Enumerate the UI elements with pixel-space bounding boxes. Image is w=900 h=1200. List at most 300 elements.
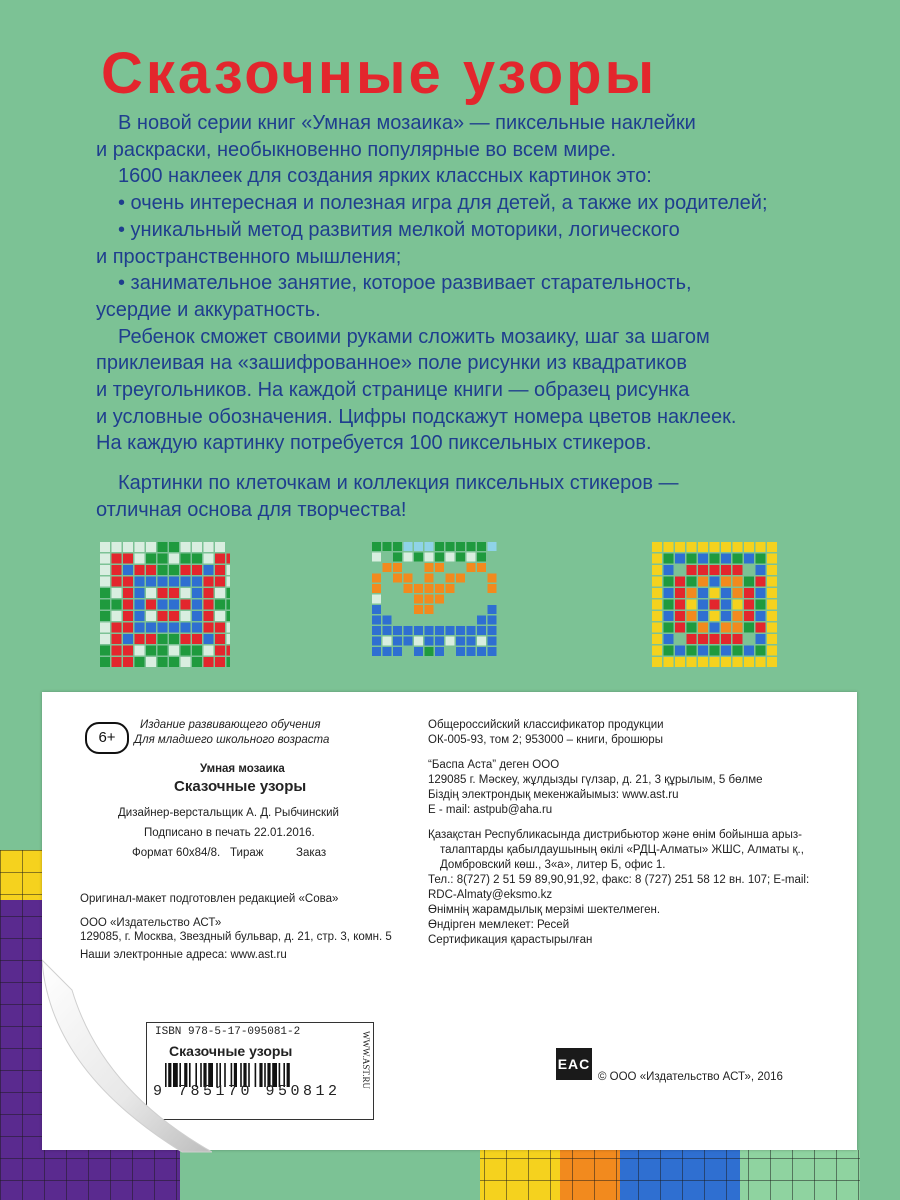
mosaic-pixel xyxy=(158,554,168,564)
series-name: Умная мозаика xyxy=(200,763,285,775)
mosaic-pixel xyxy=(383,563,392,572)
mosaic-pixel xyxy=(687,565,697,575)
mosaic-pixel xyxy=(414,647,423,656)
kz-country: Өндірген мемлекет: Ресей xyxy=(428,919,570,931)
classifier-line: ОК-005-93, том 2; 953000 – книги, брошюры xyxy=(428,734,663,746)
mosaic-pixel xyxy=(698,611,708,621)
mosaic-pixel xyxy=(227,611,231,621)
mosaic-pixel xyxy=(169,623,179,633)
page-title: Сказочные узоры xyxy=(101,41,658,106)
mosaic-pixel xyxy=(227,565,231,575)
mosaic-pixel xyxy=(435,647,444,656)
mosaic-pixel xyxy=(425,595,434,604)
mosaic-pixel xyxy=(467,553,476,562)
mosaic-pixel xyxy=(675,577,685,587)
mosaic-pixel xyxy=(767,611,777,621)
mosaic-pixel xyxy=(456,574,465,583)
mosaic-pixel xyxy=(456,626,465,635)
mosaic-pixel xyxy=(652,600,662,610)
mosaic-pixel xyxy=(169,554,179,564)
mosaic-pixel xyxy=(393,637,402,646)
mosaic-pixel xyxy=(435,553,444,562)
mosaic-pixel xyxy=(112,646,122,656)
mosaic-pixel xyxy=(393,626,402,635)
kz-email: E - mail: astpub@aha.ru xyxy=(428,804,553,816)
mosaic-pixel xyxy=(372,542,381,551)
mosaic-pixel xyxy=(181,646,191,656)
mosaic-pixel xyxy=(477,616,486,625)
mosaic-pixel xyxy=(744,542,754,552)
intro-line: усердие и аккуратность. xyxy=(96,298,321,321)
mosaic-pixel xyxy=(721,646,731,656)
mosaic-pixel xyxy=(721,600,731,610)
mosaic-pixel xyxy=(372,616,381,625)
mosaic-pixel xyxy=(192,542,202,552)
mosaic-pixel xyxy=(383,616,392,625)
mosaic-pixel xyxy=(721,588,731,598)
intro-line: и раскраски, необыкновенно популярные во всем мире. xyxy=(96,138,617,161)
mosaic-pixel xyxy=(721,554,731,564)
mosaic-pixel xyxy=(733,623,743,633)
mosaic-pixel xyxy=(215,600,225,610)
mosaic-pixel xyxy=(100,565,110,575)
mosaic-pixel xyxy=(100,623,110,633)
mosaic-pixel xyxy=(488,605,497,614)
mosaic-pixel xyxy=(146,565,156,575)
mosaic-pixel xyxy=(112,542,122,552)
mosaic-pixel xyxy=(687,542,697,552)
mosaic-pixel xyxy=(215,623,225,633)
mosaic-pixel xyxy=(383,626,392,635)
mosaic-pixel xyxy=(404,626,413,635)
mosaic-pixel xyxy=(446,584,455,593)
mosaic-pixel xyxy=(414,637,423,646)
mosaic-pixel xyxy=(383,647,392,656)
mosaic-pixel xyxy=(414,553,423,562)
mosaic-pixel xyxy=(158,646,168,656)
mosaic-pixel xyxy=(652,565,662,575)
mosaic-pixel xyxy=(146,623,156,633)
mosaic-pixel xyxy=(112,634,122,644)
mosaic-pixel xyxy=(675,657,685,667)
mosaic-pixel xyxy=(687,634,697,644)
mosaic-pixel xyxy=(435,637,444,646)
mosaic-pixel xyxy=(393,563,402,572)
mosaic-pixel xyxy=(215,554,225,564)
mosaic-pixel xyxy=(123,611,133,621)
tirage-label: Тираж xyxy=(230,847,264,859)
mosaic-pixel xyxy=(767,623,777,633)
mosaic-pixel xyxy=(158,657,168,667)
mosaic-pixel xyxy=(227,623,231,633)
mosaic-pixel xyxy=(698,623,708,633)
mosaic-pixel xyxy=(158,634,168,644)
mosaic-pixel xyxy=(744,554,754,564)
mosaic-pixel xyxy=(181,542,191,552)
copyright: © ООО «Издательство АСТ», 2016 xyxy=(598,1071,783,1083)
mosaic-pixel xyxy=(372,584,381,593)
mosaic-pixel xyxy=(215,588,225,598)
mosaic-pixel xyxy=(123,600,133,610)
mosaic-pixel xyxy=(710,646,720,656)
mosaic-pixel xyxy=(675,611,685,621)
mosaic-pixel xyxy=(146,646,156,656)
mosaic-pixel xyxy=(698,588,708,598)
mosaic-pixel xyxy=(675,646,685,656)
mosaic-pixel xyxy=(756,577,766,587)
mosaic-pixel xyxy=(687,657,697,667)
mosaic-pixel xyxy=(698,600,708,610)
mosaic-pixel xyxy=(123,623,133,633)
mosaic-pixel xyxy=(488,647,497,656)
mosaic-pixel xyxy=(698,542,708,552)
mosaic-pixel xyxy=(169,657,179,667)
mosaic-pixel xyxy=(446,574,455,583)
mosaic-pixel xyxy=(425,574,434,583)
mosaic-pixel xyxy=(181,554,191,564)
mosaic-pixel xyxy=(181,634,191,644)
intro-text xyxy=(96,110,856,524)
mosaic-pixel xyxy=(664,600,674,610)
mosaic-pixel xyxy=(675,554,685,564)
mosaic-pixel xyxy=(146,542,156,552)
mosaic-pixel xyxy=(721,634,731,644)
book-title: Сказочные узоры xyxy=(174,778,307,795)
mosaic-pixel xyxy=(227,634,231,644)
mosaic-pixel xyxy=(169,611,179,621)
mosaic-pixel xyxy=(721,577,731,587)
eac-mark: EAC xyxy=(556,1048,592,1080)
mosaic-pixel xyxy=(456,637,465,646)
mosaic-pixel xyxy=(710,542,720,552)
mosaic-pixel xyxy=(467,542,476,551)
mosaic-pixel xyxy=(112,600,122,610)
mosaic-pixel xyxy=(710,611,720,621)
mosaic-pixel xyxy=(698,657,708,667)
mosaic-pixel xyxy=(204,646,214,656)
mosaic-pixel xyxy=(204,634,214,644)
mosaic-pixel xyxy=(204,565,214,575)
intro-line: На каждую картинку потребуется 100 пиксельных стикеров. xyxy=(96,432,652,455)
mosaic-pixel xyxy=(733,600,743,610)
mosaic-pixel xyxy=(710,588,720,598)
mosaic-pixel xyxy=(733,657,743,667)
mosaic-pixel xyxy=(215,646,225,656)
mosaic-pixel xyxy=(169,634,179,644)
mosaic-pixel xyxy=(181,565,191,575)
mosaic-pixel xyxy=(372,605,381,614)
mosaic-pixel xyxy=(146,554,156,564)
mosaic-pixel xyxy=(181,611,191,621)
mosaic-pixel xyxy=(733,565,743,575)
mosaic-pixel xyxy=(767,554,777,564)
mosaic-pixel xyxy=(425,542,434,551)
mosaic-pixel xyxy=(100,577,110,587)
mosaic-pixel xyxy=(146,588,156,598)
mosaic-pixel xyxy=(687,577,697,587)
mosaic-pixel xyxy=(135,588,145,598)
mosaic-pixel xyxy=(488,626,497,635)
mosaic-square xyxy=(652,542,777,672)
mosaic-pixel xyxy=(687,588,697,598)
mosaic-pixel xyxy=(710,657,720,667)
mosaic-pixel xyxy=(477,637,486,646)
mosaic-pixel xyxy=(100,634,110,644)
mosaic-pixel xyxy=(767,542,777,552)
mosaic-pixel xyxy=(100,646,110,656)
kz-address: 129085 г. Мәскеу, жұлдызды гүлзар, д. 21, 3 құрылым, 5 бөлме xyxy=(428,774,763,786)
mosaic-pixel xyxy=(123,588,133,598)
mosaic-pixel xyxy=(158,542,168,552)
mosaic-pixel xyxy=(767,577,777,587)
mosaic-pixel xyxy=(744,588,754,598)
mosaic-pixel xyxy=(467,626,476,635)
mosaic-pixel xyxy=(767,600,777,610)
mosaic-pixel xyxy=(446,637,455,646)
mosaic-pixel xyxy=(135,611,145,621)
mosaic-pixel xyxy=(664,554,674,564)
mosaic-pixel xyxy=(698,554,708,564)
mosaic-pixel xyxy=(204,577,214,587)
mosaic-pixel xyxy=(112,657,122,667)
kz-validity: Өнімнің жарамдылық мерзімі шектелмеген. xyxy=(428,904,661,916)
mosaic-pixel xyxy=(756,542,766,552)
mosaic-pixel xyxy=(158,623,168,633)
mosaic-pixel xyxy=(435,542,444,551)
mosaic-pixel xyxy=(135,657,145,667)
mosaic-pixel xyxy=(756,565,766,575)
mosaic-pixel xyxy=(744,657,754,667)
mosaic-pixel xyxy=(215,611,225,621)
mosaic-pixel xyxy=(135,554,145,564)
mosaic-pixel xyxy=(192,565,202,575)
mosaic-pixel xyxy=(414,584,423,593)
mosaic-pixel xyxy=(435,626,444,635)
mosaic-pixel xyxy=(733,554,743,564)
mosaic-pixel xyxy=(204,554,214,564)
mosaic-pixel xyxy=(721,657,731,667)
mosaic-pixel xyxy=(112,611,122,621)
mosaic-pixel xyxy=(404,542,413,551)
mosaic-pixel xyxy=(756,634,766,644)
mosaic-red-blue xyxy=(100,542,230,672)
mosaic-pixel xyxy=(227,554,231,564)
mosaic-pixel xyxy=(756,600,766,610)
mosaic-pixel xyxy=(698,646,708,656)
mosaic-pixel xyxy=(414,595,423,604)
mosaic-pixel xyxy=(767,657,777,667)
mosaic-pixel xyxy=(192,600,202,610)
mosaic-pixel xyxy=(100,542,110,552)
mosaic-pixel xyxy=(169,646,179,656)
mosaic-pixel xyxy=(467,563,476,572)
mosaic-pixel xyxy=(372,647,381,656)
mosaic-pixel xyxy=(414,605,423,614)
mosaic-pixel xyxy=(393,553,402,562)
mosaic-pixel xyxy=(652,623,662,633)
mosaic-pixel xyxy=(767,588,777,598)
mosaic-pixel xyxy=(123,646,133,656)
mosaic-pixel xyxy=(488,616,497,625)
age-rating-badge: 6+ xyxy=(85,722,129,754)
mosaic-pixel xyxy=(664,577,674,587)
mosaic-pixel xyxy=(169,600,179,610)
mosaic-pixel xyxy=(756,611,766,621)
mosaic-pixel xyxy=(123,542,133,552)
mosaic-pixel xyxy=(181,623,191,633)
mosaic-pixel xyxy=(710,634,720,644)
mosaic-pixel xyxy=(192,577,202,587)
mosaic-pixel xyxy=(687,554,697,564)
mosaic-pixel xyxy=(721,623,731,633)
mosaic-pixel xyxy=(215,542,225,552)
mosaic-pixel xyxy=(404,584,413,593)
format-info: Формат 60x84/8. xyxy=(132,847,221,859)
mosaic-pixel xyxy=(664,657,674,667)
mosaic-pixel xyxy=(135,646,145,656)
mosaic-pixel xyxy=(767,565,777,575)
mosaic-pixel xyxy=(169,588,179,598)
mosaic-pixel xyxy=(446,553,455,562)
mosaic-pixel xyxy=(158,600,168,610)
mosaic-pixel xyxy=(733,646,743,656)
publisher-web: Наши электронные адреса: www.ast.ru xyxy=(80,949,287,961)
mosaic-pixel xyxy=(169,565,179,575)
mosaic-pixel xyxy=(135,600,145,610)
mosaic-pixel xyxy=(192,554,202,564)
mosaic-pixel xyxy=(652,542,662,552)
mosaic-pixel xyxy=(192,611,202,621)
mosaic-pixel xyxy=(383,542,392,551)
mosaic-pixel xyxy=(425,584,434,593)
mosaic-pixel xyxy=(227,577,231,587)
mosaic-pixel xyxy=(158,565,168,575)
mosaic-pixel xyxy=(204,657,214,667)
kz-phone: Тел.: 8(727) 2 51 59 89,90,91,92, факс: 8 (727) 251 58 12 вн. 107; E-mail: xyxy=(428,874,810,886)
mosaic-pixel xyxy=(404,553,413,562)
intro-line: • уникальный метод развития мелкой моторики, логического xyxy=(118,218,680,241)
mosaic-pixel xyxy=(744,646,754,656)
kz-certification: Сертификация қарастырылған xyxy=(428,934,593,946)
designer-credit: Дизайнер-верстальщик А. Д. Рыбчинский xyxy=(118,807,339,819)
mosaic-pixel xyxy=(146,600,156,610)
mosaic-pixel xyxy=(227,588,231,598)
mosaic-pixel xyxy=(158,588,168,598)
intro-line: и треугольников. На каждой странице книги — образец рисунка xyxy=(96,379,690,402)
mosaic-pixel xyxy=(477,647,486,656)
intro-line: • очень интересная и полезная игра для детей, а также их родителей; xyxy=(118,192,768,215)
mosaic-pixel xyxy=(698,577,708,587)
order-label: Заказ xyxy=(296,847,327,859)
mosaic-pixel xyxy=(135,623,145,633)
mosaic-pixel xyxy=(112,565,122,575)
page-curl xyxy=(42,930,212,1160)
mosaic-pixel xyxy=(425,605,434,614)
mosaic-pixel xyxy=(664,634,674,644)
intro-line: Картинки по клеточкам и коллекция пиксельных стикеров — xyxy=(118,472,679,495)
mosaic-pixel xyxy=(756,588,766,598)
mosaic-pixel xyxy=(652,611,662,621)
mosaic-pixel xyxy=(675,600,685,610)
mosaic-pixel xyxy=(404,574,413,583)
mosaic-pixel xyxy=(372,553,381,562)
mosaic-pixel xyxy=(664,611,674,621)
mosaic-pixel xyxy=(733,588,743,598)
mosaic-pixel xyxy=(698,634,708,644)
isbn-number: ISBN 978-5-17-095081-2 xyxy=(155,1026,301,1038)
mosaic-pixel xyxy=(710,600,720,610)
intro-line: Ребенок сможет своими руками сложить мозаику, шаг за шагом xyxy=(118,325,710,348)
mosaic-pixel xyxy=(169,542,179,552)
mosaic-pixel xyxy=(710,577,720,587)
mosaic-pixel xyxy=(425,563,434,572)
mosaic-pixel xyxy=(372,637,381,646)
mosaic-pixel xyxy=(488,574,497,583)
mosaic-pixel xyxy=(192,646,202,656)
mosaic-pixel xyxy=(687,623,697,633)
mosaic-pixel xyxy=(135,634,145,644)
mosaic-pixel xyxy=(227,600,231,610)
mosaic-pixel xyxy=(135,577,145,587)
kz-distributor: талаптарды қабылдаушының өкілі «РДЦ-Алматы» ЖШС, Алматы қ., xyxy=(440,844,804,856)
mosaic-pixel xyxy=(664,542,674,552)
mosaic-pixel xyxy=(158,611,168,621)
mosaic-pixel xyxy=(710,565,720,575)
mosaic-pixel xyxy=(687,646,697,656)
mosaic-pixel xyxy=(733,577,743,587)
mosaic-pixel xyxy=(181,588,191,598)
kz-distributor: Қазақстан Республикасында дистрибьютор және өнім бойынша арыз- xyxy=(428,829,802,841)
mosaic-pixel xyxy=(135,565,145,575)
mosaic-pixel xyxy=(372,574,381,583)
mosaic-pixel xyxy=(146,634,156,644)
kz-email2: RDC-Almaty@eksmo.kz xyxy=(428,889,553,901)
mosaic-pixel xyxy=(414,626,423,635)
intro-line: и условные обозначения. Цифры подскажут номера цветов наклеек. xyxy=(96,405,737,428)
mosaic-pixel xyxy=(393,542,402,551)
mosaic-pixel xyxy=(767,646,777,656)
mosaic-pixel xyxy=(383,637,392,646)
mosaic-pixel xyxy=(733,634,743,644)
mosaic-pixel xyxy=(687,611,697,621)
edition-line: Для младшего школьного возраста xyxy=(134,734,330,746)
mosaic-pixel xyxy=(675,623,685,633)
mosaic-pixel xyxy=(664,623,674,633)
mosaic-pixel xyxy=(192,623,202,633)
mosaic-pixel xyxy=(744,577,754,587)
mosaic-pixel xyxy=(100,600,110,610)
mosaic-pixel xyxy=(425,553,434,562)
mosaic-pixel xyxy=(710,554,720,564)
mosaic-pixel xyxy=(467,647,476,656)
mosaic-pixel xyxy=(698,565,708,575)
mosaic-pixel xyxy=(204,623,214,633)
mosaic-pixel xyxy=(146,657,156,667)
intro-line: • занимательное занятие, которое развивает старательность, xyxy=(118,272,692,295)
mosaic-pixel xyxy=(181,577,191,587)
mosaic-pixel xyxy=(435,595,444,604)
mosaic-pixel xyxy=(100,588,110,598)
mosaic-pixel xyxy=(372,595,381,604)
mosaic-pixel xyxy=(123,577,133,587)
intro-line: В новой серии книг «Умная мозаика» — пиксельные наклейки xyxy=(118,112,696,134)
mosaic-pixel xyxy=(404,637,413,646)
mosaic-pixel xyxy=(215,634,225,644)
mosaic-pixel xyxy=(756,657,766,667)
mosaic-pixel xyxy=(710,623,720,633)
mosaic-pixel xyxy=(100,554,110,564)
mosaic-pixel xyxy=(181,600,191,610)
